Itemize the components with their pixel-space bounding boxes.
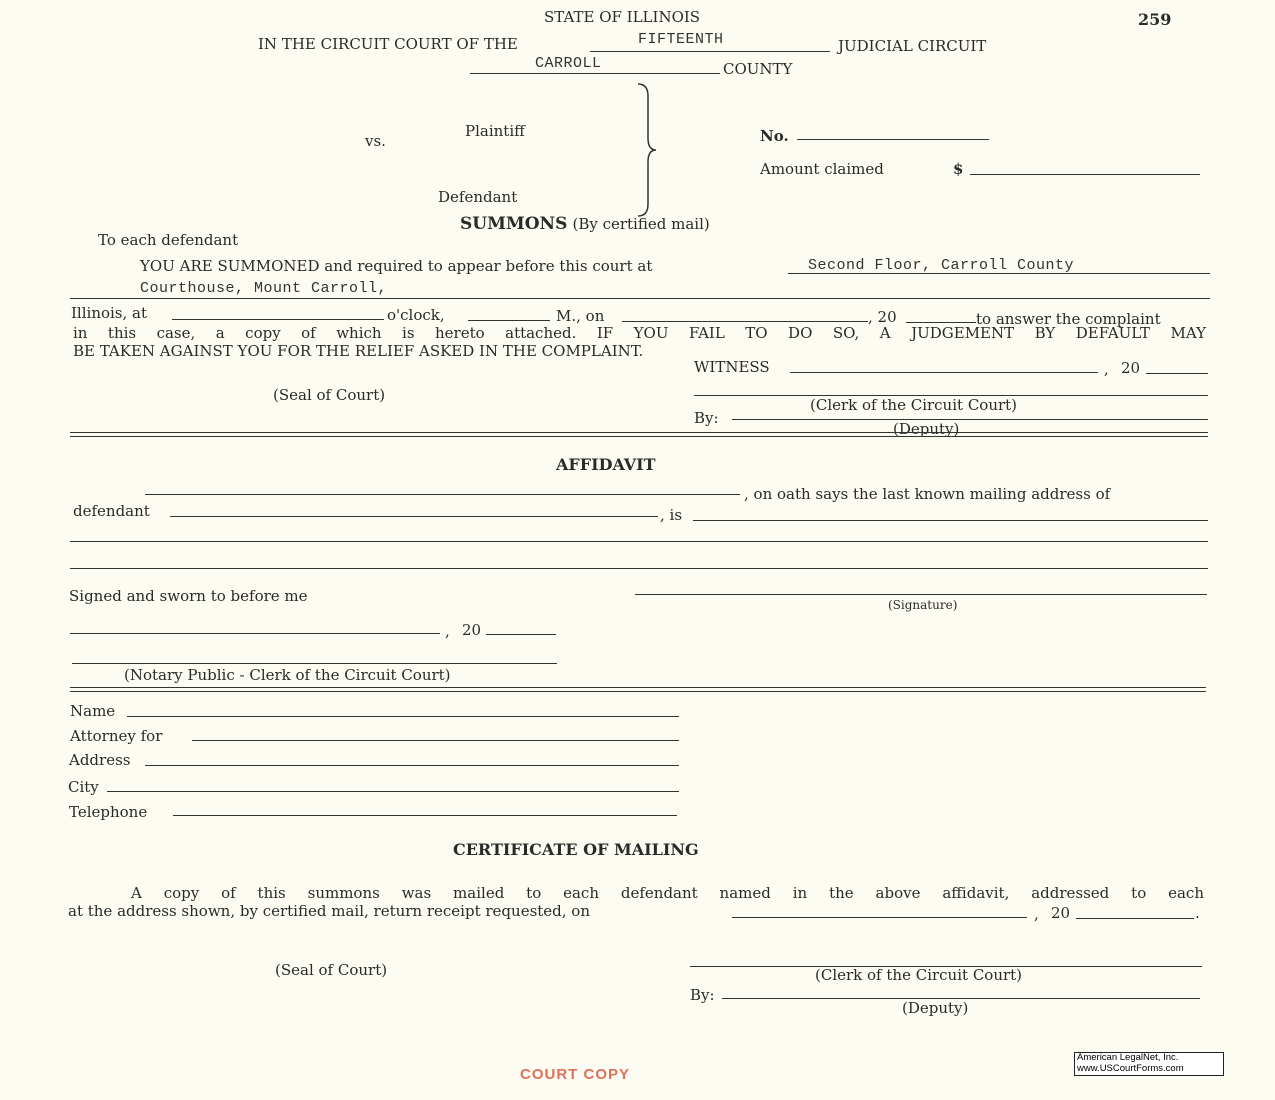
county-line (470, 73, 720, 74)
circuit-suffix: JUDICIAL CIRCUIT (838, 37, 987, 55)
affidavit-title: AFFIDAVIT (556, 455, 656, 474)
on-oath-text: , on oath says the last known mailing address of (744, 485, 1111, 503)
to-each-defendant: To each defendant (98, 231, 239, 249)
illinois-at-label: Illinois, at (71, 304, 148, 322)
publisher-name: American LegalNet, Inc. (1077, 1052, 1179, 1063)
signature-label: (Signature) (888, 598, 958, 612)
mailing-year-field[interactable] (1076, 918, 1194, 919)
state-heading: STATE OF ILLINOIS (544, 8, 701, 26)
appearance-year-field[interactable] (906, 322, 976, 323)
notary-signature-line[interactable] (72, 663, 557, 664)
summons-deputy-label: (Deputy) (893, 420, 960, 438)
summons-seal-of-court: (Seal of Court) (273, 386, 386, 404)
witness-year-field[interactable] (1146, 373, 1208, 374)
mailing-year-label: 20 (1051, 904, 1071, 922)
certificate-by-label: By: (690, 986, 715, 1004)
attorney-for-label: Attorney for (70, 727, 163, 745)
certificate-clerk-label: (Clerk of the Circuit Court) (815, 966, 1023, 984)
attorney-telephone-field[interactable] (173, 815, 677, 816)
case-number-field[interactable] (797, 139, 989, 140)
sworn-date-field[interactable] (70, 633, 440, 634)
attorney-for-field[interactable] (192, 740, 679, 741)
summoned-text: YOU ARE SUMMONED and required to appear before this court at (140, 257, 653, 275)
summons-body-line-2: in this case, a copy of which is hereto attached. IF YOU FAIL TO DO SO, A JUDGEMENT BY DEFAULT MAY (73, 324, 1206, 342)
defendant-label: Defendant (438, 188, 518, 206)
county-value[interactable]: CARROLL (535, 55, 602, 72)
address-line-2[interactable] (70, 541, 1208, 542)
summons-heading (460, 214, 710, 234)
caption-brace (636, 82, 660, 218)
mailing-date-field[interactable] (732, 917, 1027, 918)
witness-year-label: 20 (1121, 359, 1141, 377)
dollar-sign: $ (953, 160, 964, 178)
address-line-1[interactable] (693, 520, 1208, 521)
location-line-2 (70, 298, 1210, 299)
sworn-year-comma: , (445, 622, 450, 640)
mailing-period: . (1195, 904, 1200, 922)
court-copy-label: COURT COPY (520, 1066, 631, 1083)
address-line-3[interactable] (70, 568, 1208, 569)
defendant-label-affidavit: defendant (73, 502, 150, 520)
attorney-name-field[interactable] (127, 716, 679, 717)
to-answer-text: to answer the complaint (976, 310, 1161, 328)
summons-subtitle: (By certified mail) (572, 215, 710, 233)
certificate-deputy-label: (Deputy) (902, 999, 969, 1017)
m-on-label: M., on (556, 307, 605, 325)
summons-clerk-label: (Clerk of the Circuit Court) (810, 396, 1018, 414)
certificate-title: CERTIFICATE OF MAILING (453, 840, 699, 859)
case-number-label: No. (760, 127, 789, 145)
summons-by-label: By: (694, 409, 719, 427)
amount-claimed-field[interactable] (970, 174, 1200, 175)
circuit-line (590, 51, 830, 52)
location-value-1[interactable]: Second Floor, Carroll County (808, 257, 1075, 274)
notary-label: (Notary Public - Clerk of the Circuit Court) (124, 666, 451, 684)
defendant-name-field[interactable] (170, 516, 658, 517)
circuit-value[interactable]: FIFTEENTH (638, 31, 724, 48)
page-number: 259 (1138, 10, 1172, 29)
witness-label: WITNESS (694, 358, 770, 376)
witness-year-comma: , (1104, 360, 1109, 378)
attorney-city-label: City (68, 778, 99, 796)
oclock-label: o'clock, (387, 306, 445, 324)
section-divider-1 (70, 432, 1208, 437)
time-field[interactable] (172, 319, 384, 320)
witness-field[interactable] (790, 372, 1098, 373)
location-value-2[interactable]: Courthouse, Mount Carroll, (140, 280, 388, 297)
certificate-line-2: at the address shown, by certified mail, return receipt requested, on (68, 902, 590, 920)
appearance-year-label: , 20 (868, 308, 897, 326)
certificate-seal-of-court: (Seal of Court) (275, 961, 388, 979)
county-suffix: COUNTY (723, 60, 793, 78)
attorney-address-field[interactable] (145, 765, 679, 766)
publisher-stamp (1074, 1052, 1224, 1076)
section-divider-2 (70, 687, 1206, 692)
amount-claimed-label: Amount claimed (760, 160, 884, 178)
attorney-address-label: Address (69, 751, 131, 769)
summons-deputy-signature-line[interactable] (732, 419, 1208, 420)
sworn-year-label: 20 (462, 621, 482, 639)
attorney-city-field[interactable] (107, 791, 679, 792)
attorney-telephone-label: Telephone (69, 803, 148, 821)
appearance-date-field[interactable] (622, 321, 868, 322)
sworn-year-field[interactable] (486, 634, 556, 635)
summons-title: SUMMONS (460, 214, 568, 234)
affiant-signature-line[interactable] (635, 594, 1207, 595)
certificate-line-1: A copy of this summons was mailed to each defendant named in the above affidavit, addressed to each (131, 884, 1204, 902)
signed-sworn-label: Signed and sworn to before me (69, 587, 308, 605)
affiant-name-field[interactable] (145, 494, 740, 495)
am-pm-field[interactable] (468, 320, 550, 321)
summons-body-line-3: BE TAKEN AGAINST YOU FOR THE RELIEF ASKED IN THE COMPLAINT. (73, 342, 644, 360)
attorney-name-label: Name (70, 702, 116, 720)
vs-label: vs. (365, 132, 386, 150)
publisher-url[interactable]: www.USCourtForms.com (1077, 1062, 1184, 1074)
mailing-year-comma: , (1034, 905, 1039, 923)
is-label: , is (660, 506, 683, 524)
plaintiff-label: Plaintiff (465, 122, 525, 140)
court-prefix: IN THE CIRCUIT COURT OF THE (258, 35, 518, 53)
